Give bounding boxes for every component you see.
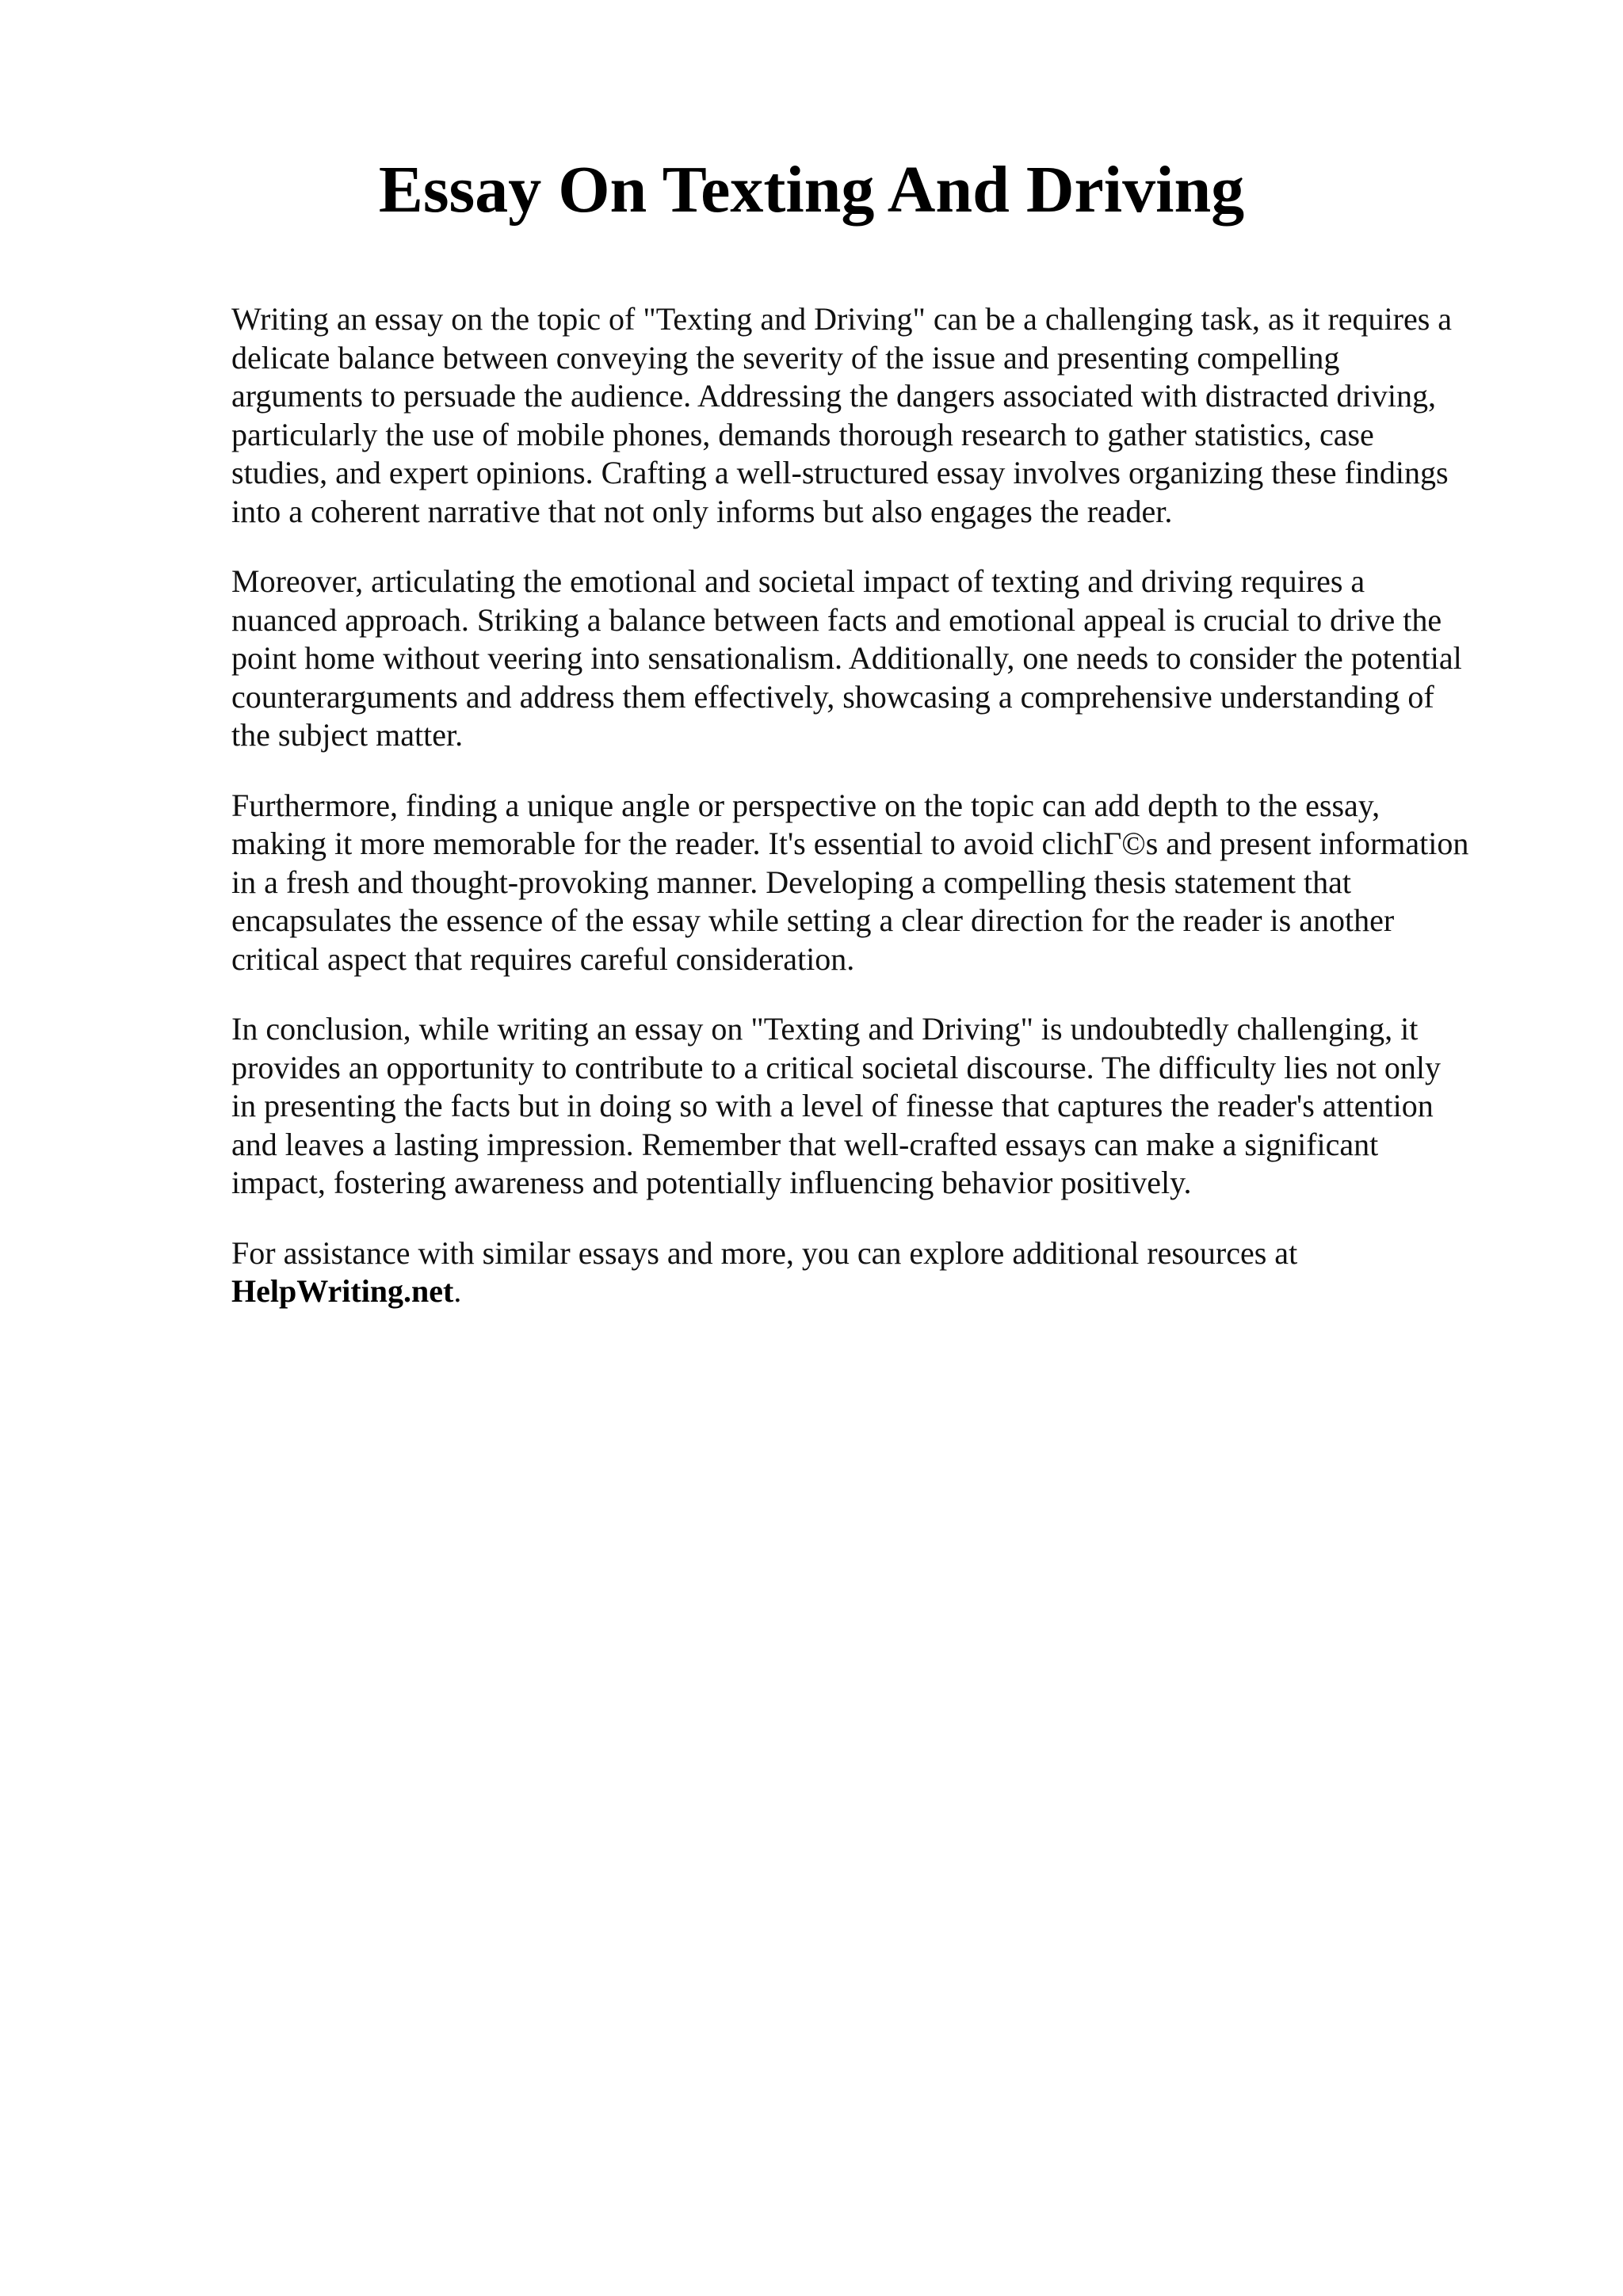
text-line: arguments to persuade the audience. Addressing the dangers associated with distracted driving, bbox=[231, 378, 1436, 414]
helpwriting-link[interactable]: HelpWriting.net bbox=[231, 1273, 454, 1309]
text-line: into a coherent narrative that not only informs but also engages the reader. bbox=[231, 493, 1173, 529]
text-line: counterarguments and address them effectively, showcasing a comprehensive understanding of bbox=[231, 678, 1434, 715]
paragraph-4 bbox=[231, 1010, 1531, 1203]
text-line: making it more memorable for the reader. It's essential to avoid clichΓ©s and present information bbox=[231, 826, 1469, 861]
text-line bbox=[231, 1272, 1531, 1311]
text-line: delicate balance between conveying the severity of the issue and presenting compelling bbox=[231, 339, 1340, 376]
text-line: nuanced approach. Striking a balance between facts and emotional appeal is crucial to drive the bbox=[231, 601, 1442, 638]
text-line: critical aspect that requires careful consideration. bbox=[231, 940, 855, 977]
text-line: and leaves a lasting impression. Remember that well-crafted essays can make a significant bbox=[231, 1126, 1379, 1162]
paragraph-2 bbox=[231, 563, 1531, 755]
text-line: point home without veering into sensationalism. Additionally, one needs to consider the potential bbox=[231, 640, 1462, 676]
page-title: Essay On Texting And Driving bbox=[378, 153, 1245, 227]
text-line: in presenting the facts but in doing so with a level of finesse that captures the reader's attention bbox=[231, 1088, 1434, 1123]
text-line: provides an opportunity to contribute to a critical societal discourse. The difficulty lies not only bbox=[231, 1049, 1441, 1085]
text-line: In conclusion, while writing an essay on "Texting and Driving" is undoubtedly challenging, it bbox=[231, 1011, 1419, 1047]
text-line: studies, and expert opinions. Crafting a well-structured essay involves organizing these findings bbox=[231, 455, 1449, 490]
text-line: Writing an essay on the topic of "Texting and Driving" can be a challenging task, as it requires a bbox=[231, 301, 1453, 337]
text-line: For assistance with similar essays and more, you can explore additional resources at bbox=[231, 1234, 1298, 1271]
closing-period: . bbox=[453, 1273, 462, 1309]
text-line: in a fresh and thought-provoking manner. Developing a compelling thesis statement that bbox=[231, 864, 1352, 900]
closing-paragraph bbox=[231, 1234, 1531, 1311]
text-line: the subject matter. bbox=[231, 717, 464, 753]
text-line: impact, fostering awareness and potentially influencing behavior positively. bbox=[231, 1165, 1192, 1200]
paragraph-1 bbox=[231, 300, 1531, 531]
text-line: Furthermore, finding a unique angle or perspective on the topic can add depth to the essay, bbox=[231, 787, 1381, 823]
paragraph-3 bbox=[231, 787, 1531, 979]
essay-body bbox=[231, 300, 1531, 1311]
text-line: encapsulates the essence of the essay while setting a clear direction for the reader is another bbox=[231, 902, 1395, 938]
text-line: Moreover, articulating the emotional and societal impact of texting and driving requires a bbox=[231, 563, 1365, 599]
text-line: particularly the use of mobile phones, demands thorough research to gather statistics, case bbox=[231, 416, 1374, 452]
